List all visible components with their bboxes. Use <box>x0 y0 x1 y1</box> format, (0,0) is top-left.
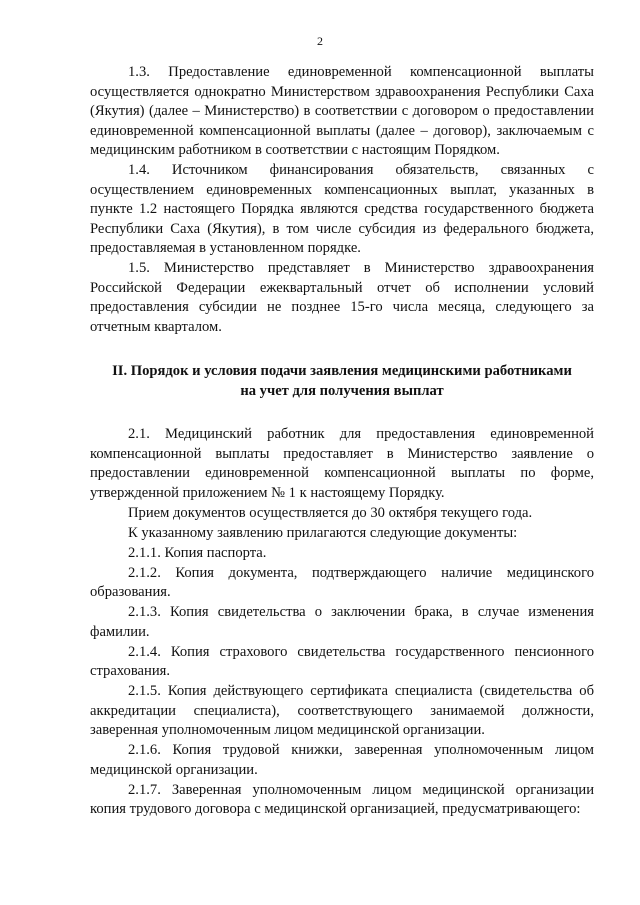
paragraph-2-1-3: 2.1.3. Копия свидетельства о заключении брака, в случае изменения фамилии. <box>90 604 594 640</box>
paragraph-2-1-1: 2.1.1. Копия паспорта. <box>128 544 267 561</box>
section-2-heading-line-2: на учет для получения выплат <box>240 382 444 399</box>
paragraph-1-3: 1.3. Предоставление единовременной компенсационной выплаты осуществляется однократно Министерством здравоохранения Республики Саха (Якутия) (далее – Министерство) в соответствии с договором о предоставлении единовременной компенсационной выплаты (далее – договор), заключаемым с медицинским работником в соответствии с настоящим Порядком. <box>90 64 594 158</box>
paragraph-2-1-7: 2.1.7. Заверенная уполномоченным лицом медицинской организации копия трудового договора с медицинской организацией, предусматривающего: <box>90 781 594 817</box>
page-number: 2 <box>317 34 323 48</box>
section-2-heading-line-1: II. Порядок и условия подачи заявления медицинскими работниками <box>112 363 572 379</box>
document-body <box>90 63 594 820</box>
paragraph-1-5: 1.5. Министерство представляет в Министерство здравоохранения Российской Федерации ежеквартальный отчет об исполнении условий предоставления субсидии не позднее 15-го числа месяца, следующего за отчетным кварталом. <box>90 260 594 335</box>
paragraph-2-1-6: 2.1.6. Копия трудовой книжки, заверенная уполномоченным лицом медицинской организации. <box>90 742 594 778</box>
paragraph-document-deadline: Прием документов осуществляется до 30 октября текущего года. <box>128 504 533 521</box>
section-2-heading <box>90 362 594 401</box>
paragraph-2-1-2: 2.1.2. Копия документа, подтверждающего наличие медицинского образования. <box>90 564 594 600</box>
paragraph-2-1-4: 2.1.4. Копия страхового свидетельства государственного пенсионного страхования. <box>90 643 594 679</box>
paragraph-attachments-intro: К указанному заявлению прилагаются следующие документы: <box>128 524 518 541</box>
paragraph-1-4: 1.4. Источником финансирования обязательств, связанных с осуществлением единовременных компенсационных выплат, указанных в пункте 1.2 настоящего Порядка являются средства государственного бюджета Республики Саха (Якутия), в том числе субсидия из федерального бюджета, предоставляемая в установленном порядке. <box>90 162 594 256</box>
paragraph-2-1-5: 2.1.5. Копия действующего сертификата специалиста (свидетельства об аккредитации специалиста), соответствующего занимаемой должности, заверенная уполномоченным лицом медицинской организации. <box>90 683 594 738</box>
paragraph-2-1: 2.1. Медицинский работник для предоставления единовременной компенсационной выплаты предоставляет в Министерство заявление о предоставлении единовременной компенсационной выплаты по форме, утвержденной приложением № 1 к настоящему Порядку. <box>90 426 594 501</box>
